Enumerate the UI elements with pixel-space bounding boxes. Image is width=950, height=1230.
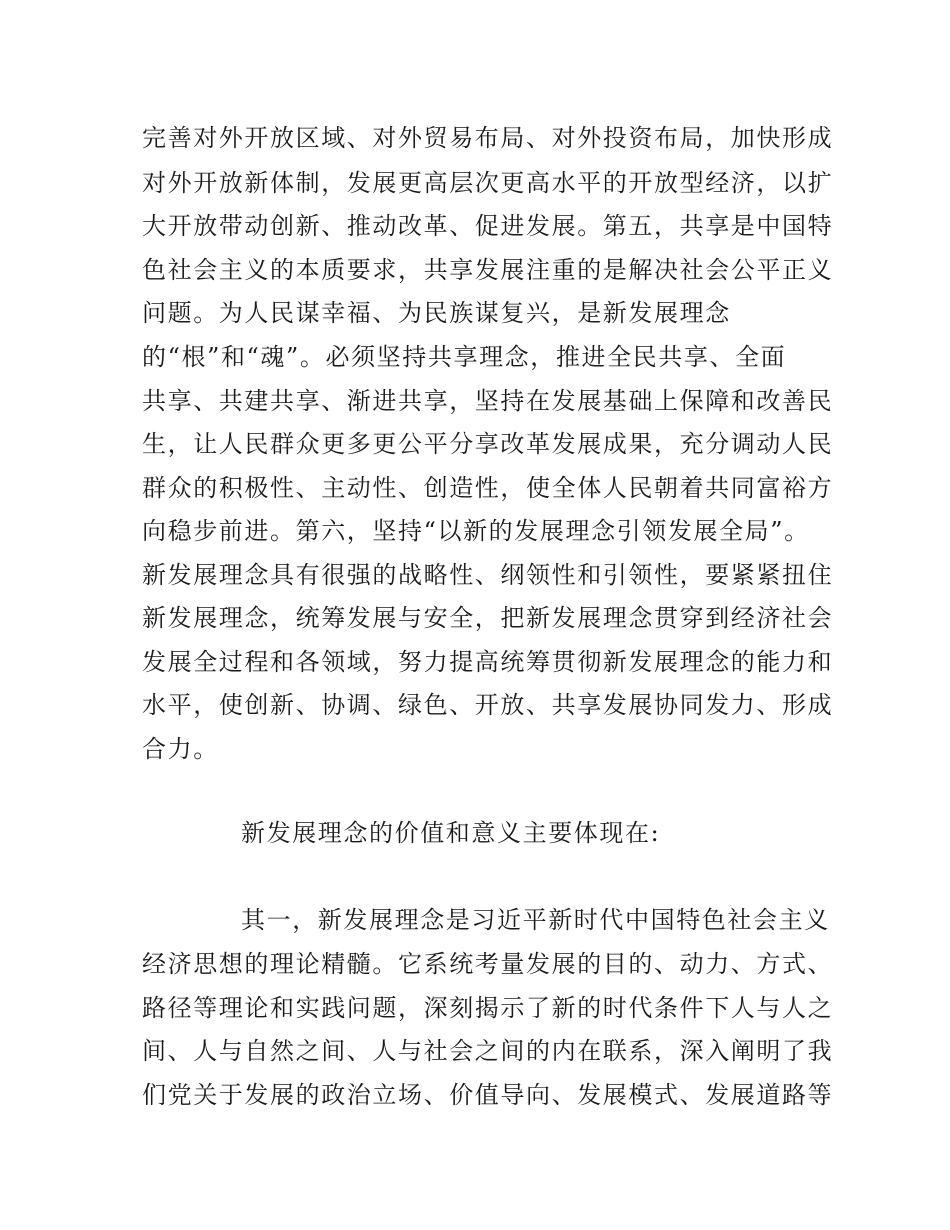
paragraph-1-line: 合力。 <box>142 735 219 763</box>
paragraph-2-line: 路径等理论和实践问题，深刻揭示了新的时代条件下人与人之 <box>142 994 834 1022</box>
paragraph-1-line: 发展全过程和各领域，努力提高统筹贯彻新发展理念的能力和 <box>142 648 834 676</box>
paragraph-2-line: 们党关于发展的政治立场、价值导向、发展模式、发展道路等 <box>142 1081 834 1109</box>
paragraph-1-line: 水平，使创新、协调、绿色、开放、共享发展协同发力、形成 <box>142 691 834 719</box>
paragraph-1-line: 的“根”和“魂”。必须坚持共享理念，推进全民共享、全面 <box>142 343 787 371</box>
paragraph-1-line: 生，让人民群众更多更公平分享改革发展成果，充分调动人民 <box>142 430 834 458</box>
paragraph-1-line: 对外开放新体制，发展更高层次更高水平的开放型经济，以扩 <box>142 169 834 197</box>
paragraph-2-line: 经济思想的理论精髓。它系统考量发展的目的、动力、方式、 <box>142 950 834 978</box>
paragraph-1-line: 群众的积极性、主动性、创造性，使全体人民朝着共同富裕方 <box>142 474 834 502</box>
paragraph-1-line: 向稳步前进。第六，坚持“以新的发展理念引领发展全局”。 <box>142 517 810 545</box>
paragraph-1-line: 问题。为人民谋幸福、为民族谋复兴，是新发展理念 <box>142 299 731 327</box>
paragraph-1-line: 新发展理念，统筹发展与安全，把新发展理念贯穿到经济社会 <box>142 604 834 632</box>
paragraph-2-line: 间、人与自然之间、人与社会之间的内在联系，深入阐明了我 <box>142 1037 834 1065</box>
paragraph-2-line: 其一，新发展理念是习近平新时代中国特色社会主义 <box>241 906 830 934</box>
paragraph-1-line: 色社会主义的本质要求，共享发展注重的是解决社会公平正义 <box>142 256 834 284</box>
paragraph-1-line: 新发展理念具有很强的战略性、纲领性和引领性，要紧紧扭住 <box>142 561 834 589</box>
paragraph-1-line: 完善对外开放区域、对外贸易布局、对外投资布局，加快形成 <box>142 124 834 152</box>
section-heading: 新发展理念的价值和意义主要体现在: <box>241 819 661 847</box>
paragraph-1-line: 共享、共建共享、渐进共享，坚持在发展基础上保障和改善民 <box>142 387 834 415</box>
paragraph-1-line: 大开放带动创新、推动改革、促进发展。第五，共享是中国特 <box>142 212 834 240</box>
